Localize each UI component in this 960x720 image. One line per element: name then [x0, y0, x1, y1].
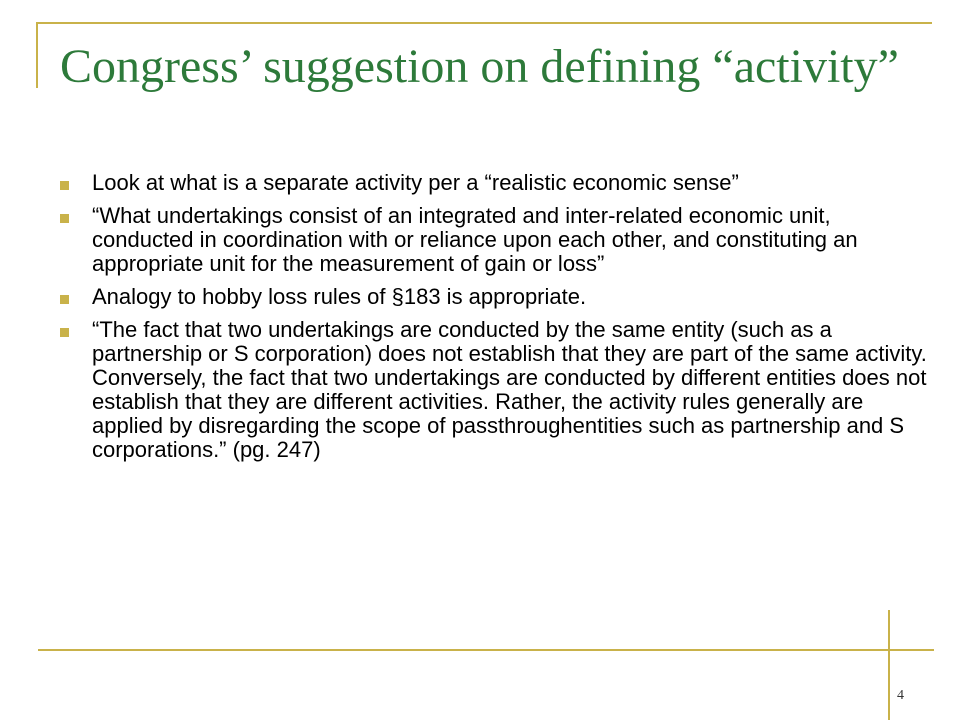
bullet-list — [60, 171, 930, 471]
bullet-item — [60, 318, 930, 462]
left-rule — [36, 22, 38, 88]
bullet-text: Look at what is a separate activity per a “realistic economic sense” — [92, 170, 739, 195]
bullet-text: Analogy to hobby loss rules of §183 is appropriate. — [92, 284, 587, 309]
bullet-item — [60, 285, 930, 309]
bullet-text: “The fact that two undertakings are conducted by the same entity (such as a partnership or S corporation) does not establish that they are part of the same activity. Conversely, the fact that two undertakings are conducted by different entities does not establish that they are different activities. Rather, the activity rules generally are applied by disregarding the scope of passthroughentities such as partnership and S corporations.” (pg. 247) — [92, 317, 927, 462]
bullet-item — [60, 171, 930, 195]
bottom-rule — [38, 649, 934, 651]
square-bullet-icon — [60, 214, 69, 223]
bullet-item — [60, 204, 930, 276]
page-number: 4 — [897, 688, 904, 703]
square-bullet-icon — [60, 295, 69, 304]
bullet-text: “What undertakings consist of an integrated and inter-related economic unit, conducted in coordination with or reliance upon each other, and constituting an appropriate unit for the measurement of gain or loss” — [92, 203, 858, 276]
slide-title: Congress’ suggestion on defining “activity” — [60, 40, 899, 93]
right-rule — [888, 610, 890, 720]
square-bullet-icon — [60, 181, 69, 190]
square-bullet-icon — [60, 328, 69, 337]
top-rule — [36, 22, 932, 24]
